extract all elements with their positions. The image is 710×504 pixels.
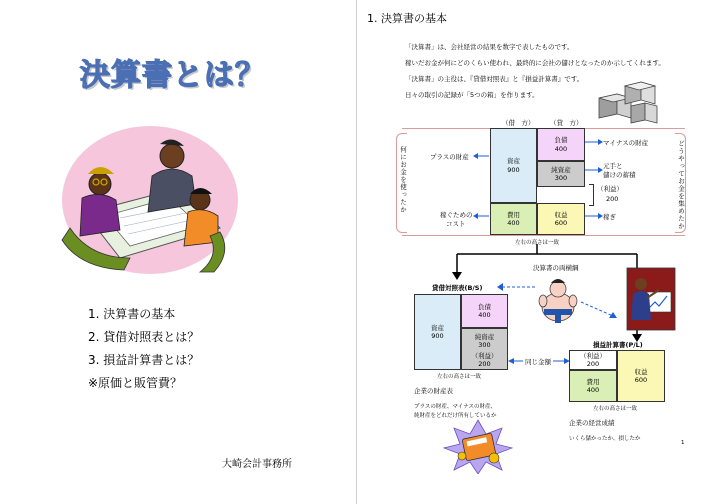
pl-revenue-name: 収益 [634,367,648,376]
desc-cost-line1: 稼ぐための [440,211,473,219]
equity-name: 純資産 [551,165,571,174]
dashed-arrow-to-bs [497,280,537,294]
profit-bracket [589,184,594,206]
bs-caption: 企業の財産表 [414,387,453,395]
firm-name: 大崎会計事務所 [222,459,292,470]
pl-revenue-value: 600 [634,376,648,384]
left-vertical-caption: 何にお金を使ったか [399,146,407,214]
study-group-illustration [60,118,240,278]
cover-title: 決算書とは？ [80,58,266,93]
bs-equity-box [461,328,508,370]
pl-balance-note: 左右の高さは一致 [593,406,638,412]
bs-desc-line1: プラスの財産、マイナスの財産、 [414,404,497,410]
boxes-illustration [595,76,659,126]
businessman-chart-illustration [625,266,677,332]
asset-box [490,128,537,203]
right-vertical-caption: どうやってお金を集めたか [677,140,685,230]
profit-note-name: （利益） [597,185,623,193]
bs-desc-line2: 純財産をどれだけ所有しているか [414,413,497,419]
arrow-left-expense [473,212,491,220]
expense-value: 400 [507,219,520,227]
expense-name: 費用 [507,210,520,219]
bs-liability-box [461,294,508,328]
asset-value: 900 [507,165,520,174]
liability-box [537,128,585,161]
content-page [357,0,710,504]
toc-item-4: ※原価と販管費？ [88,376,183,390]
bs-liability-value: 400 [478,311,491,319]
desc-minus-liabilities: マイナスの財産 [603,139,649,147]
equity-value: 300 [554,174,568,182]
twins-label: 決算書の両横綱 [533,264,579,272]
bs-profit-value: 200 [478,360,491,369]
pl-profit-box [569,350,617,370]
pl-title: 損益計算書(P/L) [593,341,643,349]
intro-line-2: 稼いだお金が何にどのくらい使われ、最終的に会社の儲けとなったのか示してくれます。 [405,59,665,67]
debit-label: （借 方） [502,119,535,127]
bs-asset-box [414,294,461,370]
bs-liability-name: 負債 [478,302,491,311]
intro-line-3: 「決算書」の主役は、『貸借対照表』と『損益計算書』です。 [405,75,584,83]
pl-profit-name: （利益） [580,351,606,360]
pl-profit-value: 200 [586,360,600,368]
toc-item-1: 1. 決算書の基本 [88,307,176,321]
arrow-right-revenue [585,212,603,220]
equity-box [537,161,585,187]
desc-plus-assets: プラスの財産 [430,153,469,161]
page-number: 1 [681,440,685,446]
main-balance-note: 左右の高さは一致 [515,240,560,246]
desc-equity-line2: 儲けの蓄積 [603,171,636,179]
profit-note-value: 200 [606,195,619,203]
desc-equity-line1: 元手と [603,162,623,170]
pl-caption: 企業の経営成績 [569,419,615,427]
pl-desc: いくら儲かったか、損したか [569,436,641,442]
bs-balance-note: 左右の高さは一致 [437,374,482,380]
same-amount-label: 同じ金額 [525,358,551,366]
money-calculator-illustration [442,418,514,474]
bs-title: 貸借対照表(B/S) [432,284,483,292]
desc-cost-line2: コスト [446,220,466,228]
intro-line-1: 「決算書」は、会社経営の結果を数字で表したものです。 [405,43,574,51]
liability-value: 400 [554,144,568,153]
toc-item-3: 3. 損益計算書とは？ [88,353,200,367]
bs-equity-name: 純資産 [474,333,495,341]
bs-profit-name: （利益） [471,351,498,360]
arrow-left-assets [473,152,491,160]
pl-expense-box [569,370,617,402]
desc-earn: 稼ぎ [603,213,616,221]
sumo-illustration [535,275,581,327]
bs-asset-value: 900 [431,332,444,340]
section-title: 1. 決算書の基本 [367,12,447,25]
credit-label: （貸 方） [550,119,583,127]
bs-asset-name: 資産 [431,323,444,332]
pl-expense-value: 400 [586,386,600,394]
revenue-box [537,203,585,235]
expense-box [490,203,537,235]
frame-bottom-line [402,235,685,236]
pl-expense-name: 費用 [586,377,600,386]
arrow-right-equity [585,166,603,174]
revenue-value: 600 [554,219,568,227]
asset-name: 資産 [507,157,520,166]
toc-item-2: 2. 貸借対照表とは？ [88,330,200,344]
arrow-right-liability [585,138,603,146]
dashed-arrow-to-pl [579,300,619,322]
intro-line-4: 日々の取引の記録が「5つの箱」を作ります。 [405,91,539,99]
revenue-name: 収益 [554,210,568,219]
pl-revenue-box [617,350,665,402]
bs-equity-value: 300 [478,341,491,350]
liability-name: 負債 [554,136,568,145]
